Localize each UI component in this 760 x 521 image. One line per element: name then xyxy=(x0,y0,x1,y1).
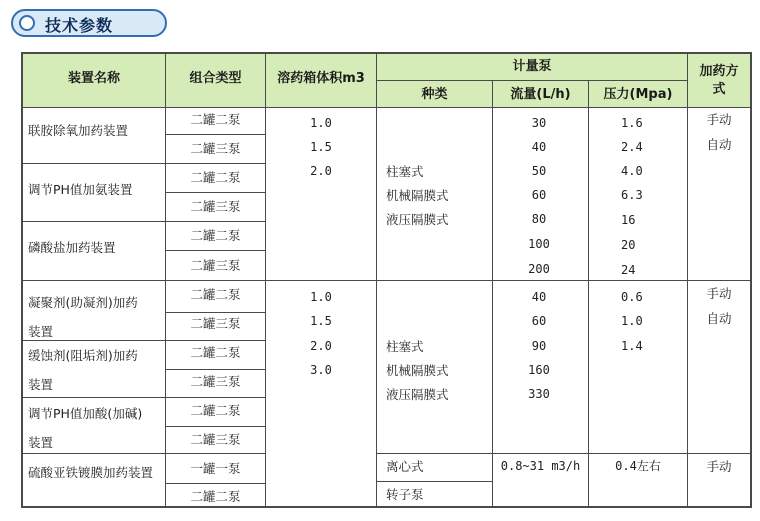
pump-type: 液压隔膜式 xyxy=(386,387,449,402)
row-line xyxy=(165,192,265,193)
combo-type: 二罐三泵 xyxy=(190,199,241,214)
flow-value: 330 xyxy=(528,387,550,401)
header-combo-type: 组合类型 xyxy=(189,71,242,86)
row-line xyxy=(165,312,265,313)
combo-type: 一罐一泵 xyxy=(190,461,241,476)
row-line xyxy=(165,483,265,484)
dosing-mode: 自动 xyxy=(706,137,732,152)
row-line xyxy=(376,481,492,482)
combo-type: 二罐三泵 xyxy=(190,374,241,389)
device-name: 联胺除氧加药装置 xyxy=(28,123,129,138)
dosing-mode: 自动 xyxy=(706,311,732,326)
pump-type: 转子泵 xyxy=(386,487,424,502)
row-line xyxy=(165,250,265,251)
pressure-value: 6.3 xyxy=(621,188,643,202)
pump-type: 离心式 xyxy=(386,459,424,474)
device-name: 调节PH值加氨装置 xyxy=(28,182,133,197)
flow-value: 30 xyxy=(531,116,547,130)
col-line-5 xyxy=(588,80,589,508)
device-name xyxy=(28,288,138,346)
combo-type: 二罐三泵 xyxy=(190,141,241,156)
tank-volume: 1.0 xyxy=(310,116,332,130)
flow-value: 50 xyxy=(531,164,547,178)
section-title-pill xyxy=(11,9,167,37)
tank-volume: 1.5 xyxy=(310,140,332,154)
tech-params-table xyxy=(21,52,752,508)
header-dosing-mode-line2: 式 xyxy=(712,82,726,97)
device-name-line1: 缓蚀剂(阻垢剂)加药 xyxy=(28,348,138,363)
device-name-line2: 装置 xyxy=(28,435,54,450)
device-name xyxy=(28,399,142,457)
group-divider-1 xyxy=(21,280,752,281)
header-device-name: 装置名称 xyxy=(67,71,120,86)
group-divider-2-right xyxy=(376,453,752,454)
device-name-line2: 装置 xyxy=(28,377,54,392)
row-line xyxy=(21,163,265,164)
pressure-value: 1.4 xyxy=(621,339,643,353)
pressure-value: 1.6 xyxy=(621,116,643,130)
device-name: 硫酸亚铁镀膜加药装置 xyxy=(28,465,154,480)
combo-type: 二罐三泵 xyxy=(190,316,241,331)
pressure-value: 24 xyxy=(621,263,636,277)
header-tank-volume: 溶药箱体积m3 xyxy=(277,71,365,86)
border-top xyxy=(21,52,752,54)
header-sub-divider xyxy=(376,80,687,81)
flow-value: 200 xyxy=(528,262,550,276)
bullet-circle-icon xyxy=(19,15,35,31)
header-flow: 流量(L/h) xyxy=(510,87,571,102)
flow-value: 90 xyxy=(531,339,547,353)
combo-type: 二罐二泵 xyxy=(190,403,241,418)
combo-type: 二罐三泵 xyxy=(190,432,241,447)
device-name-line2: 装置 xyxy=(28,324,54,339)
pressure-value: 1.0 xyxy=(621,314,643,328)
flow-value: 60 xyxy=(531,314,547,328)
combo-type: 二罐二泵 xyxy=(190,287,241,302)
combo-type: 二罐二泵 xyxy=(190,228,241,243)
pump-type: 柱塞式 xyxy=(386,339,424,354)
combo-type: 二罐二泵 xyxy=(190,170,241,185)
device-name: 磷酸盐加药装置 xyxy=(28,240,116,255)
device-name-line1: 凝聚剂(助凝剂)加药 xyxy=(28,295,138,310)
dosing-mode: 手动 xyxy=(706,459,732,474)
tank-volume: 2.0 xyxy=(310,164,332,178)
combo-type: 二罐二泵 xyxy=(190,489,241,504)
row-line xyxy=(165,134,265,135)
pump-type: 液压隔膜式 xyxy=(386,212,449,227)
tank-volume: 2.0 xyxy=(310,339,332,353)
flow-value: 80 xyxy=(531,212,547,226)
flow-value: 160 xyxy=(528,363,550,377)
dosing-mode: 手动 xyxy=(706,286,732,301)
dosing-mode: 手动 xyxy=(706,112,732,127)
device-name-line1: 调节PH值加酸(加碱) xyxy=(28,406,143,421)
row-line xyxy=(165,369,265,370)
tank-volume: 1.0 xyxy=(310,290,332,304)
row-line xyxy=(21,221,265,222)
header-dosing-mode-line1: 加药方 xyxy=(699,64,739,79)
header-pump-type: 种类 xyxy=(421,87,448,102)
flow-value: 40 xyxy=(531,290,547,304)
pressure-value: 0.6 xyxy=(621,290,643,304)
pressure-value: 20 xyxy=(621,238,636,252)
header-metering-pump: 计量泵 xyxy=(512,59,552,74)
header-bottom-line xyxy=(21,107,752,108)
tank-volume: 3.0 xyxy=(310,363,332,377)
flow-value: 0.8~31 m3/h xyxy=(500,459,581,473)
border-bottom xyxy=(21,506,752,508)
pressure-value: 2.4 xyxy=(621,140,643,154)
device-name xyxy=(28,341,138,399)
flow-value: 60 xyxy=(531,188,547,202)
pressure-value: 16 xyxy=(621,213,636,227)
flow-value: 40 xyxy=(531,140,547,154)
tank-volume: 1.5 xyxy=(310,314,332,328)
pressure-value: 4.0 xyxy=(621,164,643,178)
combo-type: 二罐二泵 xyxy=(190,345,241,360)
pump-type: 机械隔膜式 xyxy=(386,363,449,378)
combo-type: 二罐二泵 xyxy=(190,112,241,127)
pump-type: 柱塞式 xyxy=(386,164,424,179)
pressure-value: 0.4左右 xyxy=(615,459,661,473)
combo-type: 二罐三泵 xyxy=(190,258,241,273)
header-pressure: 压力(Mpa) xyxy=(603,87,673,102)
row-line xyxy=(165,426,265,427)
flow-value: 100 xyxy=(528,237,550,251)
pump-type: 机械隔膜式 xyxy=(386,188,449,203)
section-title: 技术参数 xyxy=(45,16,114,35)
